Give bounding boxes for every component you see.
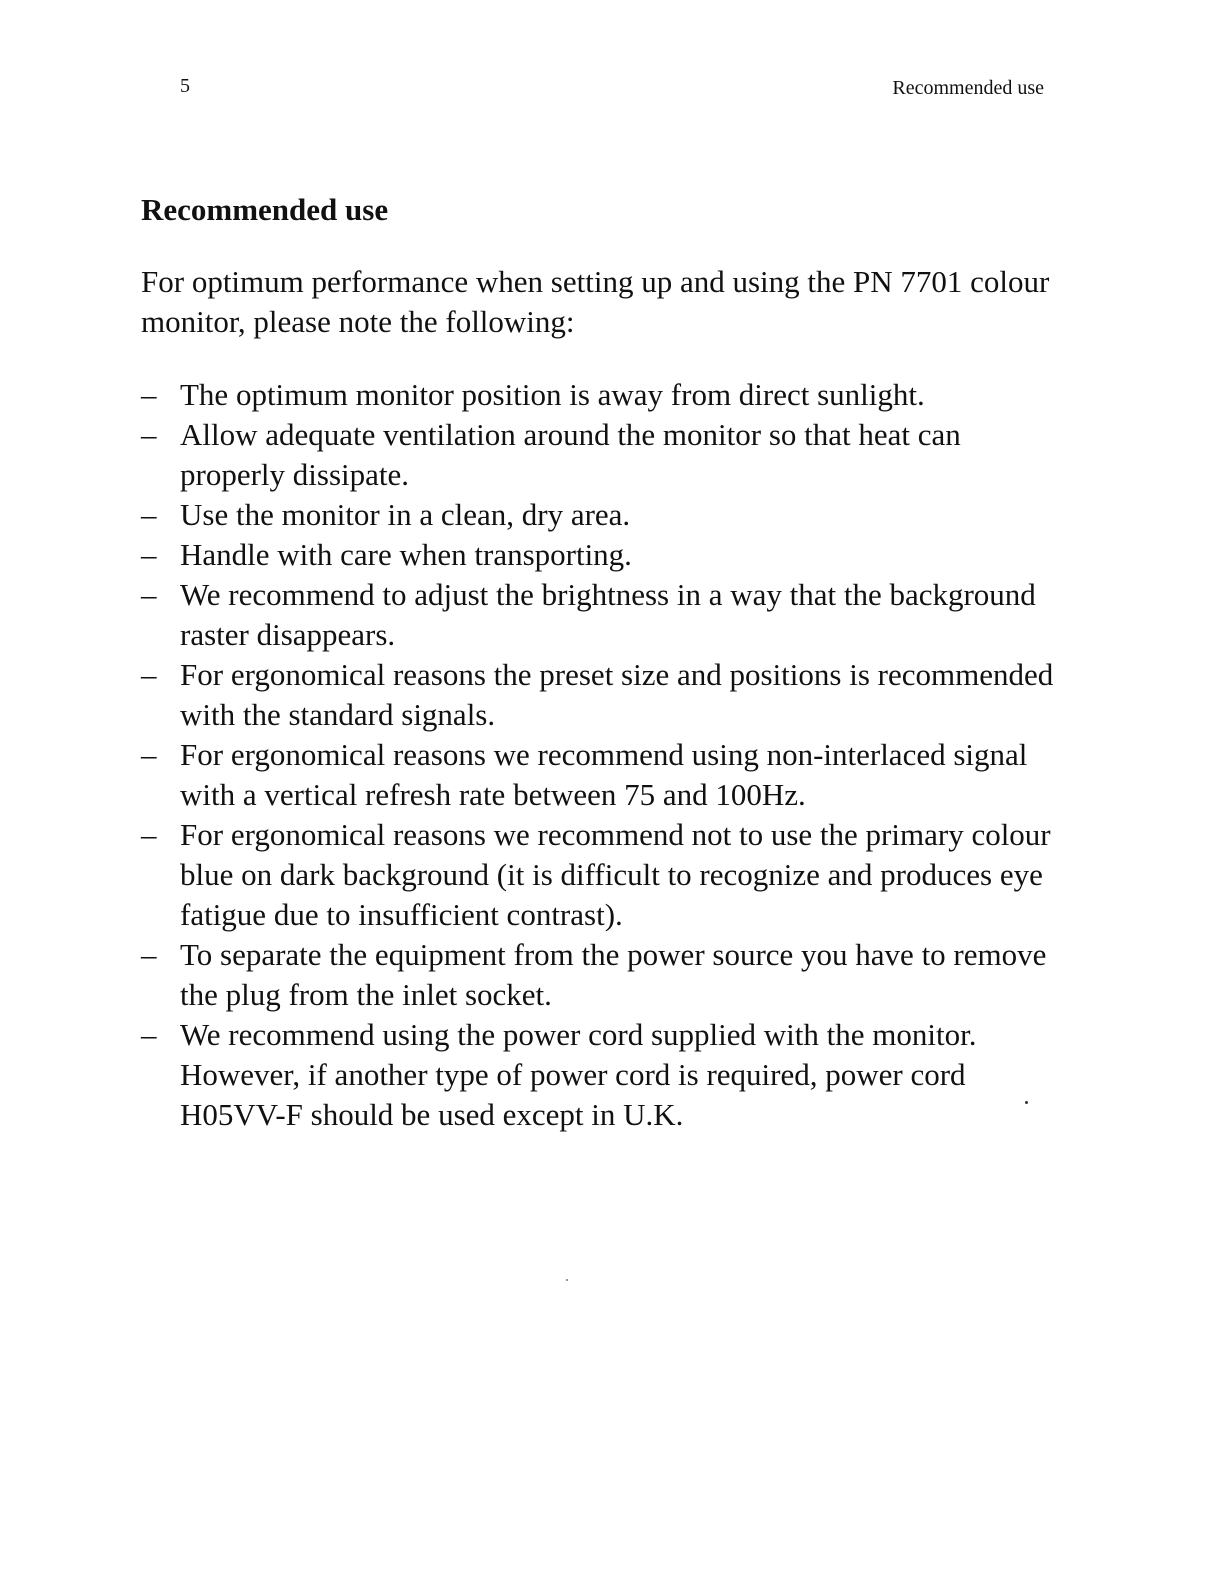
dash-bullet: – [141,737,157,772]
dash-bullet: – [141,497,157,532]
dash-bullet: – [141,657,157,692]
recommendation-list [141,375,1071,1135]
section-title: Recommended use [141,192,389,227]
dash-bullet: – [141,1017,157,1052]
list-item [141,1015,1071,1135]
list-item-text: For ergonomical reasons the preset size and positions is recommended with the standard signals. [180,657,1054,732]
running-header: Recommended use [892,77,1044,99]
list-item-text: The optimum monitor position is away from direct sunlight. [180,377,925,412]
list-item-text: Use the monitor in a clean, dry area. [180,497,631,532]
scan-speck [566,1279,568,1281]
list-item [141,815,1071,935]
intro-paragraph: For optimum performance when setting up and using the PN 7701 colour monitor, please note the following: [141,264,1050,339]
list-item [141,375,1071,415]
list-item [141,415,1071,495]
list-item [141,575,1071,655]
list-item [141,655,1071,735]
list-item [141,935,1071,1015]
list-item-text: For ergonomical reasons we recommend using non-interlaced signal with a vertical refresh rate between 75 and 100Hz. [180,737,1028,812]
scan-speck [1025,1101,1028,1104]
dash-bullet: – [141,937,157,972]
list-item-text: For ergonomical reasons we recommend not to use the primary colour blue on dark background (it is difficult to recognize and produces eye fatigue due to insufficient contrast). [180,817,1051,932]
dash-bullet: – [141,377,157,412]
list-item [141,735,1071,815]
list-item-text: To separate the equipment from the power source you have to remove the plug from the inlet socket. [180,937,1047,1012]
dash-bullet: – [141,817,157,852]
page-number: 5 [180,75,190,97]
list-item-text: We recommend using the power cord supplied with the monitor. However, if another type of power cord is required, power cord H05VV-F should be used except in U.K. [180,1017,977,1132]
list-item [141,495,1071,535]
list-item-text: Allow adequate ventilation around the monitor so that heat can properly dissipate. [180,417,961,492]
dash-bullet: – [141,537,157,572]
dash-bullet: – [141,417,157,452]
list-item [141,535,1071,575]
dash-bullet: – [141,577,157,612]
list-item-text: Handle with care when transporting. [180,537,632,572]
list-item-text: We recommend to adjust the brightness in a way that the background raster disappears. [180,577,1036,652]
